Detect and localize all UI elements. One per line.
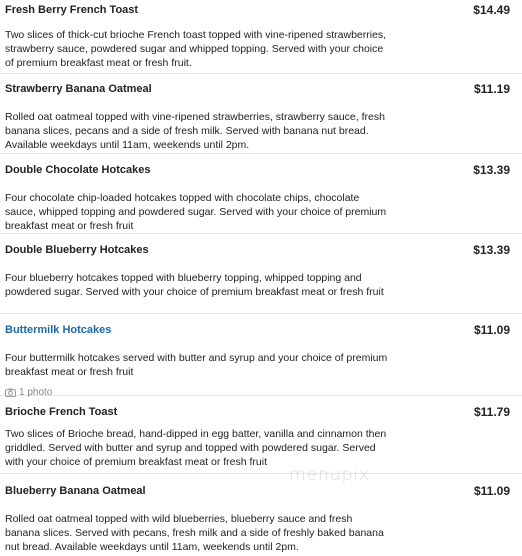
item-price: $13.39	[473, 243, 510, 257]
menu-item-blueberry-banana-oatmeal	[0, 474, 522, 556]
menu-item-double-chocolate-hotcakes	[0, 154, 522, 234]
item-description: Four blueberry hotcakes topped with blueberry topping, whipped topping and powdered sugar. Served with your choice of premium breakfast meat or fresh fruit	[5, 272, 384, 298]
item-description: Two slices of Brioche bread, hand-dipped in egg batter, vanilla and cinnamon then griddled. Served with butter and syrup and topped with powdered sugar. Served with your choice of premium breakfast meat or fresh fruit	[5, 428, 387, 468]
item-name: Fresh Berry French Toast	[5, 4, 139, 16]
item-price: $11.09	[473, 323, 510, 337]
item-header	[5, 323, 510, 339]
item-header	[5, 3, 510, 19]
menu-item-double-blueberry-hotcakes	[0, 234, 522, 314]
item-name: Double Blueberry Hotcakes	[5, 244, 149, 256]
menu-item-fresh-berry-french-toast	[0, 0, 522, 74]
item-name: Blueberry Banana Oatmeal	[5, 485, 146, 497]
item-header	[5, 163, 510, 179]
item-description: Four chocolate chip-loaded hotcakes topped with chocolate chips, chocolate sauce, whipped topping and powdered sugar. Served with your choice of premium breakfast meat or fresh fruit	[5, 192, 387, 232]
item-name: Brioche French Toast	[5, 406, 118, 418]
item-name: Double Chocolate Hotcakes	[5, 164, 151, 176]
item-name-link[interactable]: Buttermilk Hotcakes	[5, 324, 112, 336]
menu-item-strawberry-banana-oatmeal	[0, 74, 522, 154]
menu-item-buttermilk-hotcakes	[0, 314, 522, 396]
item-name: Strawberry Banana Oatmeal	[5, 83, 152, 95]
item-header	[5, 484, 510, 500]
menupix-watermark: menupix	[289, 465, 371, 485]
item-price: $11.09	[473, 484, 510, 498]
item-price: $11.79	[473, 405, 510, 419]
item-description: Four buttermilk hotcakes served with butter and syrup and your choice of premium breakfast meat or fresh fruit	[5, 352, 388, 378]
item-price: $11.19	[473, 82, 510, 96]
item-price: $14.49	[473, 3, 510, 17]
photo-count: 1 photo	[19, 386, 53, 398]
item-price: $13.39	[473, 163, 510, 177]
menu-item-brioche-french-toast	[0, 396, 522, 474]
item-header	[5, 243, 510, 259]
item-description: Rolled oat oatmeal topped with vine-ripened strawberries, strawberry sauce, fresh banana slices, pecans and a side of fresh milk. Served with banana nut bread. Available weekdays until 11am, weekends until 2pm.	[5, 111, 385, 151]
item-description: Rolled oat oatmeal topped with wild blueberries, blueberry sauce and fresh banana slices. Served with pecans, fresh milk and a side of freshly baked banana nut bread. Available weekdays until 11am, weekends until 2pm.	[5, 513, 384, 553]
item-header	[5, 405, 510, 421]
item-description: Two slices of thick-cut brioche French toast topped with vine-ripened strawberries, strawberry sauce, powdered sugar and whipped topping. Served with your choice of premium breakfast meat or fresh fruit.	[5, 29, 387, 69]
item-header	[5, 82, 510, 98]
